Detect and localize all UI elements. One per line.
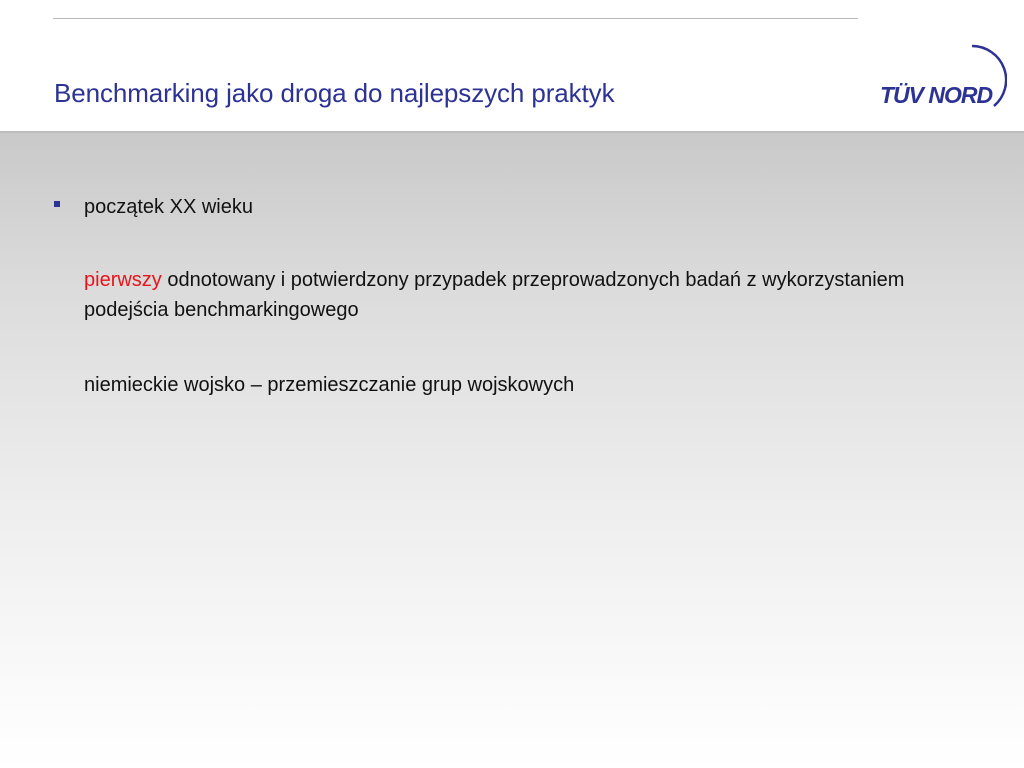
slide-title: Benchmarking jako droga do najlepszych praktyk bbox=[54, 78, 615, 108]
square-bullet-icon bbox=[54, 201, 60, 207]
military-paragraph: niemieckie wojsko – przemieszczanie grup wojskowych bbox=[84, 374, 575, 396]
slide-header bbox=[0, 0, 1024, 131]
highlight-word: pierwszy bbox=[84, 269, 162, 291]
svg-text:TÜV NORD: TÜV NORD bbox=[880, 82, 993, 108]
first-case-text: odnotowany i potwierdzony przypadek przeprowadzonych badań z wykorzystaniem podejścia benchmarkingowego bbox=[84, 269, 905, 321]
slide-body bbox=[0, 131, 1024, 768]
header-divider bbox=[53, 18, 858, 19]
first-case-paragraph bbox=[84, 265, 964, 325]
bullet-text: początek XX wieku bbox=[84, 196, 253, 218]
tuv-nord-logo bbox=[872, 44, 1007, 120]
